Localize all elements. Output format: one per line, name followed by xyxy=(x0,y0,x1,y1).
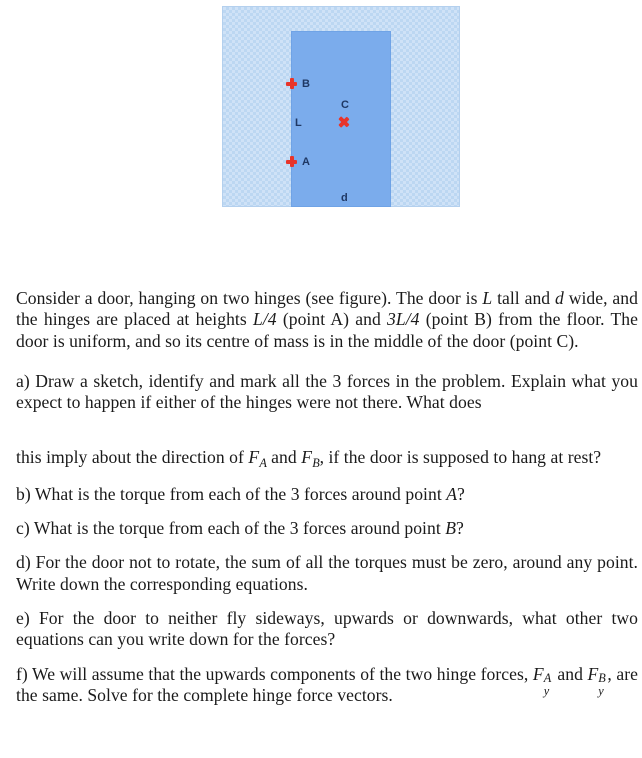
figure-label-d: d xyxy=(341,192,348,204)
item-c-text-pre: c) What is the torque from each of the 3 forces around point xyxy=(16,518,446,539)
intro-sentence-2: tall and xyxy=(492,288,556,308)
paragraph-item-a-part2 xyxy=(16,447,638,470)
hinge-b-plus-marker xyxy=(286,78,297,89)
force-f-a: $F_A$ xyxy=(248,447,267,470)
figure-label-a: A xyxy=(302,156,310,168)
intro-sentence-5: (point B) from the floor. The door is uniform, and so its centre of mass is in the middle of the door (point C). xyxy=(16,309,638,351)
force-f-y-superscript-b xyxy=(587,663,607,698)
figure-label-b: B xyxy=(302,78,310,90)
intro-sentence-1: Consider a door, hanging on two hinges (see figure). The door is xyxy=(16,288,483,308)
intro-sentence-4: (point A) and xyxy=(276,309,388,330)
paragraph-item-e: e) For the door to neither fly sideways, upwards or downwards, what other two equations can you write down for the forces? xyxy=(16,607,638,650)
force-base-f: F xyxy=(532,663,544,684)
force-base-f: F xyxy=(587,663,599,684)
subscript-a: A xyxy=(259,455,267,470)
var-3L-over-4: 3L/4 xyxy=(387,309,420,330)
figure-label-c: C xyxy=(341,99,349,111)
superscript-a: A xyxy=(543,670,552,685)
var-point-b: B xyxy=(445,518,457,539)
var-d: d xyxy=(555,288,564,308)
item-b-text-post: ? xyxy=(457,483,465,504)
item-f-text-post: , are the same. Solve for the complete hinge force vectors. xyxy=(16,663,639,705)
var-L-over-4: L/4 xyxy=(252,309,277,330)
intro-sentence-3: wide, and the hinges are placed at heights xyxy=(16,288,638,330)
item-c-text-post: ? xyxy=(456,518,464,539)
item-b-text-pre: b) What is the torque from each of the 3 forces around point xyxy=(16,483,447,504)
paragraph-item-d: d) For the door not to rotate, the sum of all the torques must be zero, around any point. Write down the corresponding equations. xyxy=(16,552,638,594)
force-f-y-superscript-a xyxy=(532,663,553,698)
subscript-y: y xyxy=(598,683,604,698)
paragraph-item-a-part1: a) Draw a sketch, identify and mark all the 3 forces in the problem. Explain what you expect to happen if either of the hinges were not there. What does xyxy=(16,370,638,413)
centre-of-mass-x-marker xyxy=(338,116,349,127)
hinge-a-plus-marker xyxy=(286,156,297,167)
door-hinge-figure xyxy=(222,6,460,207)
paragraph-item-c xyxy=(16,518,638,539)
var-L: L xyxy=(482,288,493,308)
item-a-text-pre: this imply about the direction of xyxy=(16,447,249,468)
paragraph-intro xyxy=(16,288,638,352)
subscript-y: y xyxy=(543,683,550,698)
item-a-text-mid: and xyxy=(266,447,302,468)
item-f-text-mid: and xyxy=(552,663,588,684)
var-point-a: A xyxy=(446,483,458,504)
paragraph-item-b xyxy=(16,484,638,505)
figure-label-l: L xyxy=(295,117,302,129)
item-f-text-pre: f) We will assume that the upwards components of the two hinge forces, xyxy=(16,663,533,684)
superscript-b: B xyxy=(598,670,606,685)
force-f-b: $F_B$ xyxy=(301,447,320,470)
problem-text-body xyxy=(16,288,638,706)
item-a-text-post: , if the door is supposed to hang at rest? xyxy=(319,447,602,468)
paragraph-item-f xyxy=(16,664,638,707)
subscript-b: B xyxy=(312,455,320,470)
